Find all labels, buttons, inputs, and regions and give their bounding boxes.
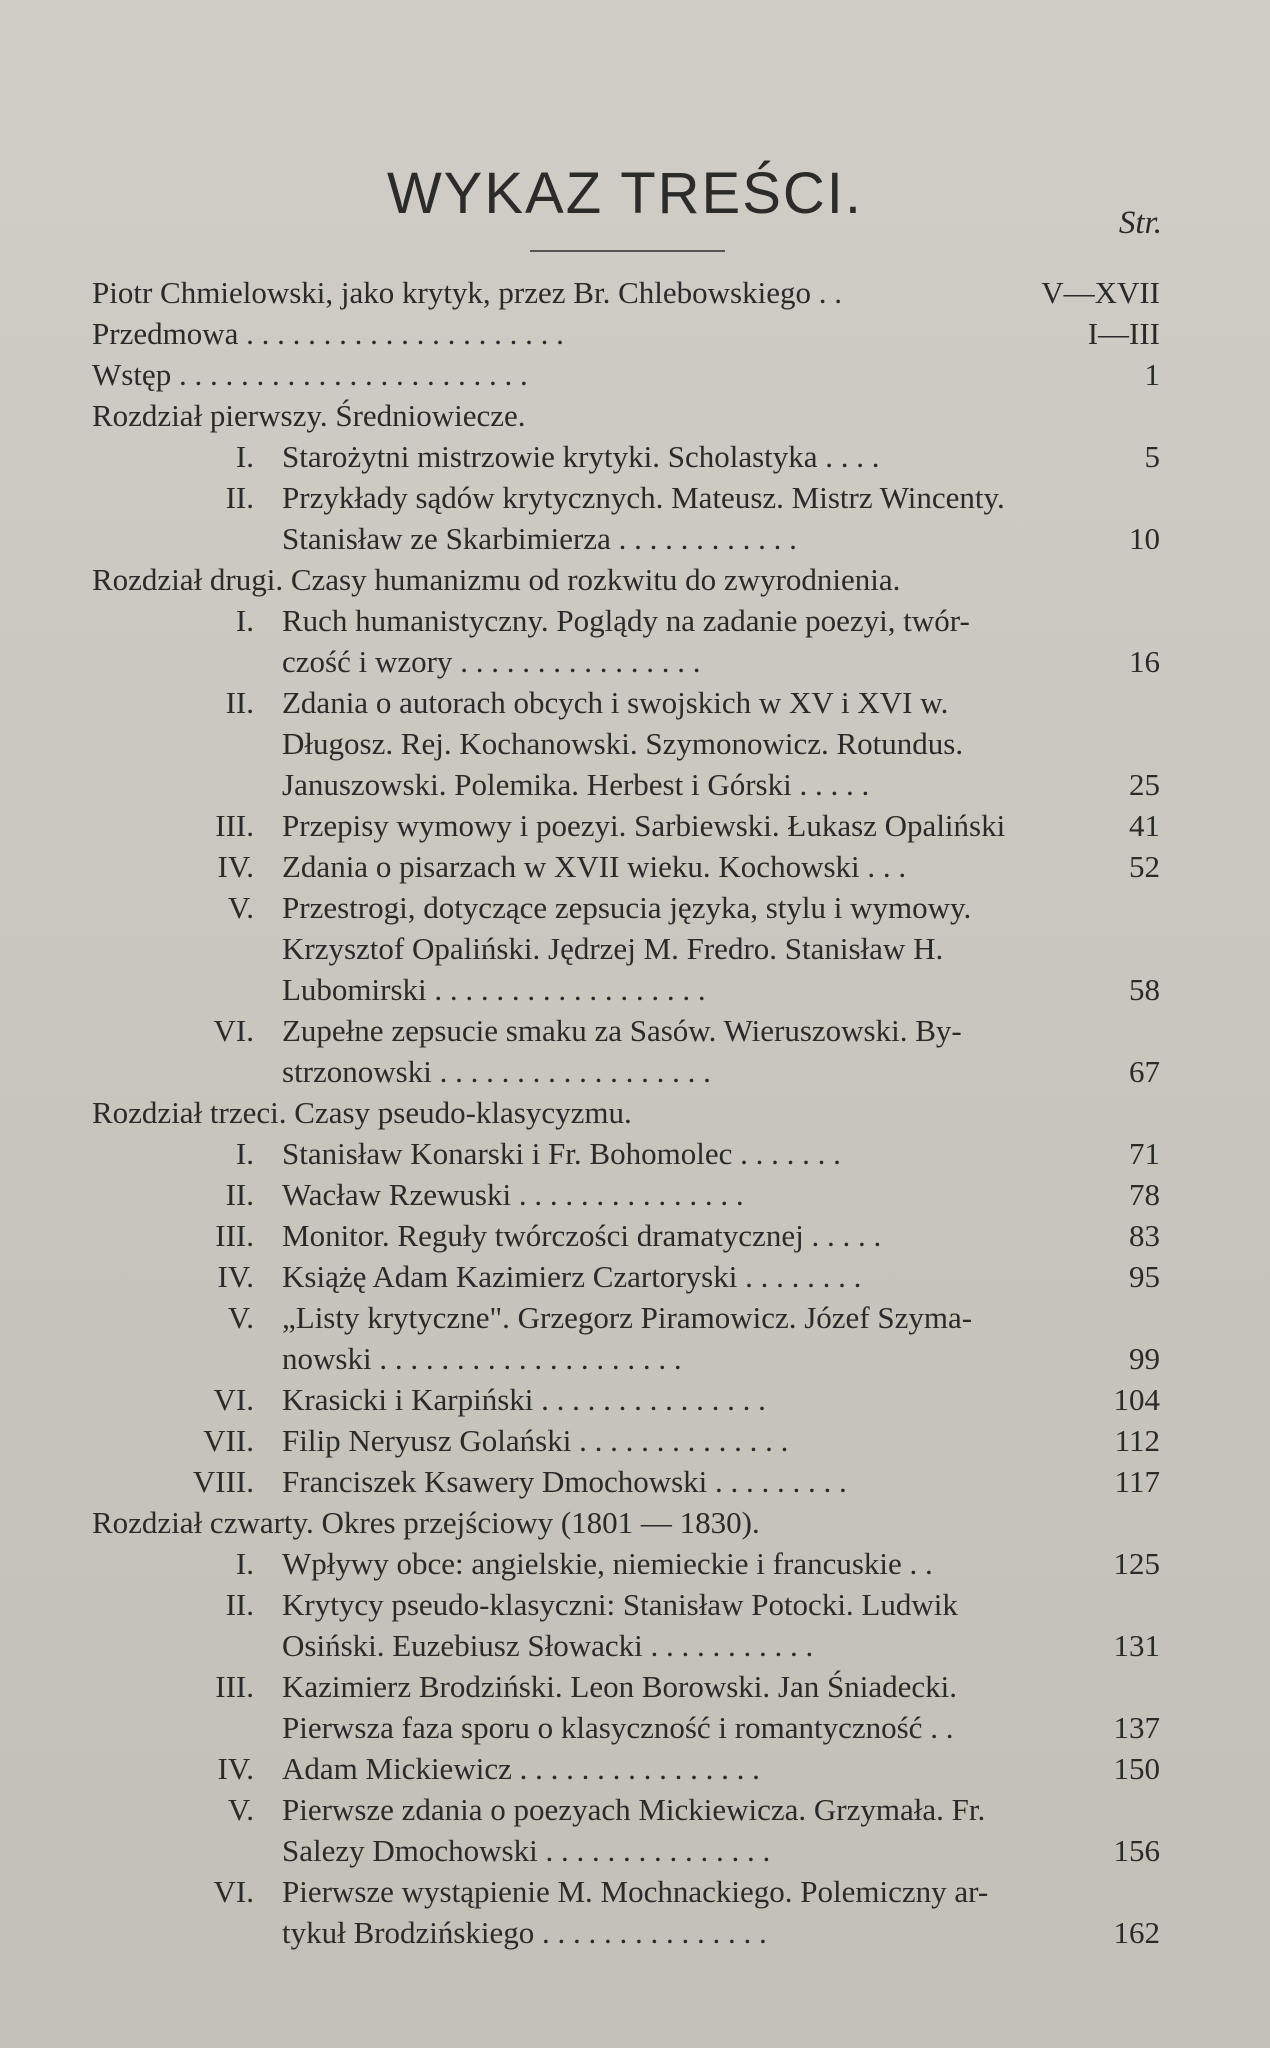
toc-leader-dots: . . . . . . . [732, 1136, 841, 1171]
toc-leader-dots: . . . . . . . . . . . . [610, 521, 797, 556]
toc-entry [92, 1748, 1160, 1789]
toc-entry-number: IV. [217, 1259, 254, 1294]
toc-entry-title: Filip Neryusz Golański [282, 1423, 572, 1458]
toc-entry-text [282, 1584, 1080, 1625]
toc-entry [92, 1912, 1160, 1953]
toc-entry-text [92, 272, 1080, 313]
toc-entry-text [282, 846, 1080, 887]
toc-entry-number: VI. [213, 1874, 254, 1909]
toc-entry-text [282, 1461, 1080, 1502]
toc-entry-text [282, 928, 1080, 969]
toc-entry-text [282, 1133, 1080, 1174]
page-column-label: Str. [1118, 205, 1162, 241]
toc-entry-text [282, 1420, 1080, 1461]
toc-page-number: 58 [1129, 972, 1160, 1007]
toc-entry-text [282, 1338, 1080, 1379]
toc-page-number: I—III [1087, 316, 1160, 351]
toc-entry-title: nowski [282, 1341, 372, 1376]
toc-entry [92, 313, 1160, 354]
toc-entry-text [282, 641, 1080, 682]
toc-leader-dots: . . [901, 1546, 933, 1581]
toc-entry [92, 518, 1160, 559]
toc-entry [92, 1789, 1160, 1830]
toc-entry [92, 1010, 1160, 1051]
toc-entry-title: Zdania o pisarzach w XVII wieku. Kochowski [282, 849, 860, 884]
toc-entry [92, 1830, 1160, 1871]
toc-entry-title: Rozdział czwarty. Okres przejściowy (1801 — 1830). [92, 1505, 760, 1540]
toc-entry-title: Książę Adam Kazimierz Czartoryski [282, 1259, 738, 1294]
toc-page-number: 150 [1113, 1751, 1160, 1786]
toc-entry [92, 1502, 1160, 1543]
toc-entry-text [92, 1502, 1080, 1543]
toc-leader-dots: . . . [859, 849, 907, 884]
toc-leader-dots: . . . . . [791, 767, 870, 802]
toc-page-number: 125 [1113, 1546, 1160, 1581]
toc-entry-text [282, 1174, 1080, 1215]
toc-entry [92, 1256, 1160, 1297]
toc-entry [92, 887, 1160, 928]
toc-page-number: 1 [1144, 357, 1160, 392]
toc-leader-dots: . . . . . . . . . . . . . . . . . . . . . . . [171, 357, 528, 392]
toc-entry-number: VII. [203, 1423, 254, 1458]
toc-entry-text [92, 313, 1080, 354]
toc-page-number: 83 [1129, 1218, 1160, 1253]
toc-entry-text [282, 600, 1080, 641]
toc-entry [92, 1871, 1160, 1912]
toc-entry-number: V. [227, 1792, 254, 1827]
toc-entry-title: Stanisław Konarski i Fr. Bohomolec [282, 1136, 733, 1171]
toc-entry-text [282, 723, 1080, 764]
toc-entry-number: VIII. [192, 1464, 254, 1499]
toc-entry-text [282, 1297, 1080, 1338]
toc-page-number: 95 [1129, 1259, 1160, 1294]
toc-entry [92, 1543, 1160, 1584]
toc-leader-dots: . . . . . . . . . . . . . . . . . . . . . [238, 316, 564, 351]
toc-entry-number: II. [225, 480, 254, 515]
toc-page-number: 137 [1113, 1710, 1160, 1745]
toc-entry-text [282, 1871, 1080, 1912]
toc-leader-dots: . . . . . . . . . . . . . . . . . . [426, 972, 706, 1007]
toc-page-number: 78 [1129, 1177, 1160, 1212]
toc-entry [92, 354, 1160, 395]
toc-entry [92, 1051, 1160, 1092]
toc-entry [92, 600, 1160, 641]
toc-leader-dots: . . . . . . . . . . . . . . . . [511, 1751, 760, 1786]
toc-leader-dots: . . . . . . . . . . . . . . . [533, 1382, 766, 1417]
toc-entry-number: I. [235, 1136, 254, 1171]
toc-entry-title: Przykłady sądów krytycznych. Mateusz. Mistrz Wincenty. [282, 480, 1005, 515]
toc-page-number: 162 [1113, 1915, 1160, 1950]
toc-entry-title: Krasicki i Karpiński [282, 1382, 534, 1417]
toc-entry [92, 395, 1160, 436]
toc-entry-title: Stanisław ze Skarbimierza [282, 521, 611, 556]
toc-entry [92, 846, 1160, 887]
toc-page-number: 67 [1129, 1054, 1160, 1089]
toc-page-number: 5 [1144, 439, 1160, 474]
toc-leader-dots: . . . . . . . . . . . . . . . [537, 1833, 771, 1868]
toc-entry [92, 764, 1160, 805]
toc-leader-dots: . . . . . . . . . [707, 1464, 847, 1499]
toc-entry-text [282, 1256, 1080, 1297]
toc-entry-number: IV. [217, 849, 254, 884]
toc-entry-number: II. [225, 685, 254, 720]
toc-entry-number: III. [215, 1669, 254, 1704]
toc-entry-number: II. [225, 1177, 254, 1212]
toc-entry [92, 1338, 1160, 1379]
toc-entry-number: III. [215, 808, 254, 843]
toc-entry-title: Starożytni mistrzowie krytyki. Scholastyka [282, 439, 818, 474]
toc-entry-title: Salezy Dmochowski [282, 1833, 538, 1868]
toc-entry [92, 928, 1160, 969]
toc-entry [92, 1174, 1160, 1215]
toc-entry [92, 1379, 1160, 1420]
toc-entry-number: V. [227, 890, 254, 925]
toc-entry-text [282, 887, 1080, 928]
toc-page-number: 52 [1129, 849, 1160, 884]
toc-entry-number: III. [215, 1218, 254, 1253]
toc-entry [92, 723, 1160, 764]
toc-leader-dots: . . . . . . . . . . . . . . [571, 1423, 789, 1458]
toc-entry-text [282, 682, 1080, 723]
toc-entry-title: Pierwsze wystąpienie M. Mochnackiego. Polemiczny ar- [282, 1874, 989, 1909]
toc-entry-number: VI. [213, 1013, 254, 1048]
toc-entry-text [282, 1051, 1080, 1092]
toc-entry-title: Zupełne zepsucie smaku za Sasów. Wieruszowski. By- [282, 1013, 962, 1048]
toc-entry-title: Wpływy obce: angielskie, niemieckie i francuskie [282, 1546, 902, 1581]
toc-entry-title: Krzysztof Opaliński. Jędrzej M. Fredro. Stanisław H. [282, 931, 944, 966]
toc-page-number: 112 [1114, 1423, 1160, 1458]
toc-entry-title: Wacław Rzewuski [282, 1177, 512, 1212]
toc-entry [92, 1133, 1160, 1174]
toc-leader-dots: . . . . [817, 439, 880, 474]
toc-entry-title: Zdania o autorach obcych i swojskich w XV i XVI w. [282, 685, 949, 720]
toc-entry-number: IV. [217, 1751, 254, 1786]
toc-entry-text [282, 477, 1080, 518]
toc-entry-title: Lubomirski [282, 972, 427, 1007]
toc-leader-dots: . . . . . . . . . . . . . . . [511, 1177, 744, 1212]
title-rule [530, 250, 725, 252]
toc-entry-title: Przestrogi, dotyczące zepsucia języka, stylu i wymowy. [282, 890, 972, 925]
toc-page-number: 41 [1129, 808, 1160, 843]
toc-page-number: 131 [1113, 1628, 1160, 1663]
toc-entry-title: Przepisy wymowy i poezyi. Sarbiewski. Łukasz Opaliński [282, 808, 1006, 843]
toc-entry-title: Adam Mickiewicz [282, 1751, 512, 1786]
toc-entry [92, 1215, 1160, 1256]
toc-entry-title: Piotr Chmielowski, jako krytyk, przez Br. Chlebowskiego [92, 275, 811, 310]
toc-entry-title: Rozdział drugi. Czasy humanizmu od rozkwitu do zwyrodnienia. [92, 562, 901, 597]
toc-entry [92, 272, 1160, 313]
toc-entry [92, 1420, 1160, 1461]
toc-entry [92, 1625, 1160, 1666]
toc-entry-title: Rozdział trzeci. Czasy pseudo-klasycyzmu. [92, 1095, 632, 1130]
toc-entry-number: I. [235, 1546, 254, 1581]
toc-entry-number: V. [227, 1300, 254, 1335]
toc-entry-number: II. [225, 1587, 254, 1622]
toc-entry-text [282, 1215, 1080, 1256]
toc-entry-text [92, 395, 1080, 436]
toc-entry-title: Przedmowa [92, 316, 239, 351]
toc-leader-dots: . . . . . . . . . . . [642, 1628, 814, 1663]
toc-entry-text [282, 1912, 1080, 1953]
toc-entry [92, 682, 1160, 723]
toc-page-number: 16 [1129, 644, 1160, 679]
toc-page-number: 156 [1113, 1833, 1160, 1868]
toc-entry-title: Osiński. Euzebiusz Słowacki [282, 1628, 643, 1663]
toc-entry-text [282, 1748, 1080, 1789]
toc-entry-text [282, 805, 1080, 846]
toc-entry-text [282, 1543, 1080, 1584]
toc-leader-dots: . . . . . . . . . . . . . . . . [452, 644, 701, 679]
toc-entry-number: I. [235, 603, 254, 638]
toc-page-number: 99 [1129, 1341, 1160, 1376]
toc-entry-title: tykuł Brodzińskiego [282, 1915, 535, 1950]
toc-entry-title: Monitor. Reguły twórczości dramatycznej [282, 1218, 804, 1253]
toc-entry-text [92, 559, 1080, 600]
toc-entry [92, 1297, 1160, 1338]
toc-entry-title: „Listy krytyczne". Grzegorz Piramowicz. Józef Szyma- [282, 1300, 973, 1335]
toc-page-number: 104 [1113, 1382, 1160, 1417]
toc-entry-title: Rozdział pierwszy. Średniowiecze. [92, 398, 526, 433]
toc-entry-title: Pierwsze zdania o poezyach Mickiewicza. Grzymała. Fr. [282, 1792, 986, 1827]
toc-leader-dots: . . . . . . . . . . . . . . . [534, 1915, 767, 1950]
toc-entry [92, 969, 1160, 1010]
toc-entry [92, 559, 1160, 600]
toc-leader-dots: . . . . . [803, 1218, 882, 1253]
toc-entry-text [282, 1830, 1080, 1871]
toc-page-number: 71 [1129, 1136, 1160, 1171]
toc-leader-dots: . . [922, 1710, 954, 1745]
toc-entry-text [282, 1010, 1080, 1051]
toc-entry-text [282, 1789, 1080, 1830]
toc-entry-title: Pierwsza faza sporu o klasyczność i romantyczność [282, 1710, 923, 1745]
table-of-contents [92, 272, 1160, 1953]
toc-leader-dots: . . . . . . . . . . . . . . . . . . . . [371, 1341, 682, 1376]
toc-entry [92, 1092, 1160, 1133]
toc-page-number: V—XVII [1041, 275, 1160, 310]
toc-entry-text [282, 969, 1080, 1010]
toc-entry-title: Franciszek Ksawery Dmochowski [282, 1464, 708, 1499]
toc-page-number: 10 [1129, 521, 1160, 556]
page-title: WYKAZ TREŚCI. [386, 161, 864, 226]
toc-entry [92, 805, 1160, 846]
toc-entry-text [282, 1666, 1080, 1707]
toc-entry-text [282, 1707, 1080, 1748]
toc-entry [92, 477, 1160, 518]
toc-entry-text [282, 1625, 1080, 1666]
toc-entry-title: Ruch humanistyczny. Poglądy na zadanie poezyi, twór- [282, 603, 970, 638]
toc-entry-title: czość i wzory [282, 644, 453, 679]
toc-entry-title: Januszowski. Polemika. Herbest i Górski [282, 767, 792, 802]
toc-leader-dots: . . . . . . . . [737, 1259, 862, 1294]
toc-entry [92, 1461, 1160, 1502]
toc-entry [92, 1584, 1160, 1625]
toc-entry [92, 1707, 1160, 1748]
toc-entry [92, 641, 1160, 682]
toc-page-number: 117 [1114, 1464, 1160, 1499]
toc-entry-title: Krytycy pseudo-klasyczni: Stanisław Potocki. Ludwik [282, 1587, 958, 1622]
toc-entry-title: Kazimierz Brodziński. Leon Borowski. Jan Śniadecki. [282, 1669, 957, 1704]
toc-entry-title: Wstęp [92, 357, 172, 392]
toc-entry-text [282, 1379, 1080, 1420]
toc-page-number: 25 [1129, 767, 1160, 802]
toc-entry-text [92, 1092, 1080, 1133]
toc-leader-dots: . . [810, 275, 842, 310]
toc-entry-title: Długosz. Rej. Kochanowski. Szymonowicz. Rotundus. [282, 726, 964, 761]
toc-entry [92, 1666, 1160, 1707]
toc-entry-text [282, 518, 1080, 559]
toc-entry-title: strzonowski [282, 1054, 432, 1089]
toc-entry-number: VI. [213, 1382, 254, 1417]
toc-entry-text [282, 764, 1080, 805]
toc-entry-number: I. [235, 439, 254, 474]
toc-entry-text [282, 436, 1080, 477]
toc-entry [92, 436, 1160, 477]
toc-entry-text [92, 354, 1080, 395]
toc-leader-dots: . . . . . . . . . . . . . . . . . . [431, 1054, 711, 1089]
